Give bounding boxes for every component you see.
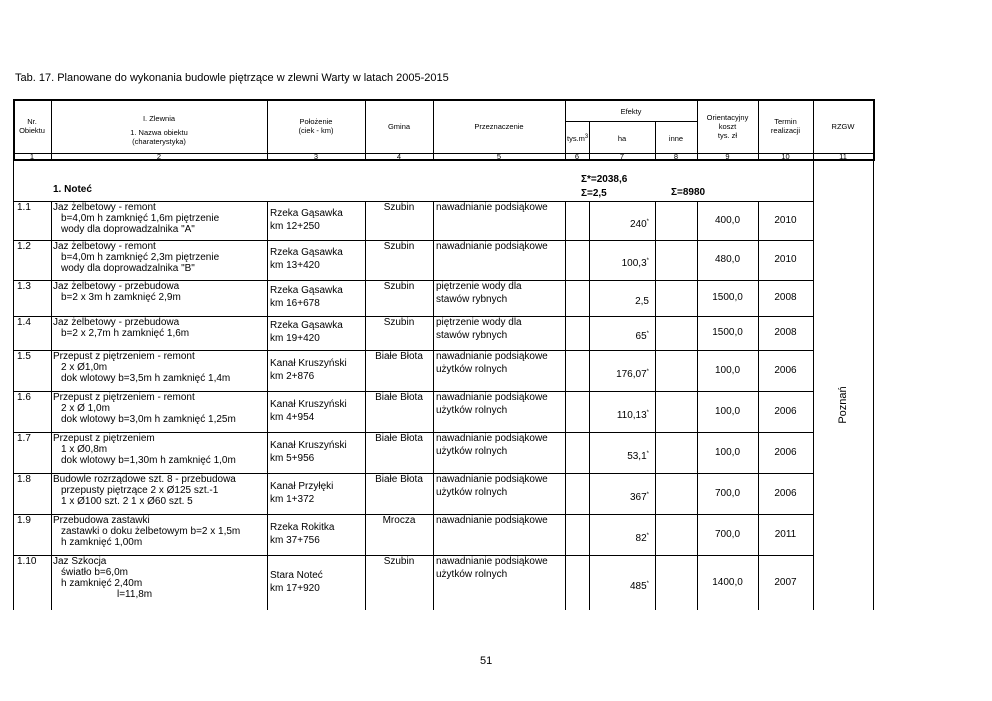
row-term: 2006 — [774, 447, 797, 458]
column-number-6: 6 — [574, 152, 580, 161]
column-number-4: 4 — [396, 152, 402, 161]
row-purpose-line: nawadnianie podsiąkowe — [436, 392, 548, 403]
row-location-line: km 17+920 — [270, 583, 320, 594]
column-number-2: 2 — [156, 152, 162, 161]
row-purpose-line: nawadnianie podsiąkowe — [436, 556, 548, 567]
row-column-rule — [565, 201, 566, 240]
row-ha: 176,07* — [616, 369, 649, 380]
row-location-line: km 4+954 — [270, 412, 315, 423]
row-column-rule — [267, 514, 268, 555]
column-number-9: 9 — [725, 152, 730, 161]
row-description-line: dok wlotowy b=1,30m h zamknięć 1,0m — [61, 455, 236, 466]
row-purpose-line: użytków rolnych — [436, 405, 508, 416]
row-description-line: Przepust z piętrzeniem - remont — [53, 351, 195, 362]
row-nr: 1.10 — [17, 556, 37, 567]
row-column-rule — [51, 240, 52, 280]
row-nr: 1.6 — [17, 392, 31, 403]
row-location-line: Rzeka Rokitka — [270, 522, 335, 533]
row-column-rule — [51, 432, 52, 473]
row-column-rule — [51, 201, 52, 240]
row-column-rule — [433, 280, 434, 316]
row-location-line: Rzeka Gąsawka — [270, 247, 343, 258]
row-cost: 400,0 — [714, 215, 741, 226]
row-nr: 1.3 — [17, 281, 31, 292]
row-location-line: Kanał Kruszyński — [270, 358, 347, 369]
row-purpose-line: użytków rolnych — [436, 364, 508, 375]
header-koszt-1: Orientacyjny — [706, 113, 749, 122]
section-sum-cost: Σ=8980 — [671, 187, 706, 198]
row-location-line: km 37+756 — [270, 535, 320, 546]
row-column-rule — [565, 280, 566, 316]
body-left-rule — [13, 159, 14, 610]
column-number-5: 5 — [496, 152, 502, 161]
header-koszt-2: koszt — [718, 122, 737, 131]
table-caption: Tab. 17. Planowane do wykonania budowle piętrzące w zlewni Warty w latach 2005-2015 — [15, 72, 449, 84]
row-nr: 1.7 — [17, 433, 31, 444]
row-column-rule — [655, 350, 656, 391]
row-column-rule — [565, 432, 566, 473]
row-description-line: Jaz żelbetowy - przebudowa — [53, 317, 180, 328]
row-cost: 1500,0 — [712, 292, 743, 303]
row-column-rule — [51, 280, 52, 316]
row-description-line: 1 x Ø0,8m — [61, 444, 108, 455]
row-cost: 1500,0 — [712, 327, 743, 338]
header-nr: Nr. — [27, 117, 37, 126]
page-number: 51 — [480, 655, 493, 667]
row-term: 2008 — [774, 292, 797, 303]
column-number-11: 11 — [839, 152, 847, 161]
row-column-rule — [267, 350, 268, 391]
row-column-rule — [267, 240, 268, 280]
row-description-line: b=2 x 2,7m h zamknięć 1,6m — [61, 328, 190, 339]
row-location-line: Kanał Kruszyński — [270, 399, 347, 410]
column-number-10: 10 — [781, 152, 790, 161]
row-column-rule — [267, 316, 268, 350]
row-term: 2010 — [774, 215, 797, 226]
row-column-rule — [267, 201, 268, 240]
row-location-line: km 2+876 — [270, 371, 315, 382]
row-column-rule — [655, 514, 656, 555]
row-column-rule — [655, 240, 656, 280]
row-column-rule — [433, 201, 434, 240]
row-column-rule — [565, 240, 566, 280]
row-column-rule — [51, 555, 52, 610]
row-location-line: km 12+250 — [270, 221, 320, 232]
row-column-rule — [655, 432, 656, 473]
row-purpose-line: użytków rolnych — [436, 487, 508, 498]
header-gmina: Gmina — [387, 122, 411, 131]
row-location-line: km 5+956 — [270, 453, 315, 464]
row-nr: 1.8 — [17, 474, 31, 485]
row-description-line: b=4,0m h zamknięć 2,3m piętrzenie — [61, 252, 220, 263]
row-column-rule — [433, 555, 434, 610]
row-column-rule — [565, 316, 566, 350]
row-gmina: Szubin — [383, 202, 415, 213]
row-description-line: Jaz żelbetowy - remont — [53, 241, 156, 252]
row-term: 2006 — [774, 365, 797, 376]
row-location-line: km 1+372 — [270, 494, 315, 505]
row-ha: 82* — [635, 533, 649, 544]
header-rzgw: RZGW — [831, 122, 855, 131]
row-gmina: Mrocza — [382, 515, 416, 526]
row-gmina: Białe Błota — [375, 474, 423, 485]
header-efekty: Efekty — [620, 107, 642, 116]
row-column-rule — [433, 514, 434, 555]
row-column-rule — [565, 555, 566, 610]
row-cost: 1400,0 — [712, 577, 743, 588]
row-term: 2007 — [774, 577, 797, 588]
row-nr: 1.1 — [17, 202, 31, 213]
row-ha: 485* — [629, 581, 649, 592]
row-ha: 2,5 — [635, 296, 649, 307]
row-description-line: b=2 x 3m h zamknięć 2,9m — [61, 292, 181, 303]
header-tys-m3: $tys.m^3$ — [567, 134, 589, 143]
row-purpose-line: użytków rolnych — [436, 569, 508, 580]
row-cost: 100,0 — [714, 447, 741, 458]
row-column-rule — [51, 473, 52, 514]
row-column-rule — [433, 432, 434, 473]
row-column-rule — [267, 555, 268, 610]
row-column-rule — [51, 316, 52, 350]
row-column-rule — [433, 391, 434, 432]
row-description-line: 2 x Ø1,0m — [61, 362, 108, 373]
row-cost: 700,0 — [714, 529, 741, 540]
row-term: 2008 — [774, 327, 797, 338]
header-polozenie: Położenie — [299, 117, 333, 126]
row-gmina: Szubin — [383, 281, 415, 292]
row-description-line: dok wlotowy b=3,5m h zamknięć 1,4m — [61, 373, 231, 384]
row-description-line: przepusty piętrzące 2 x Ø125 szt.-1 — [61, 485, 219, 496]
row-purpose-line: nawadnianie podsiąkowe — [436, 351, 548, 362]
row-gmina: Szubin — [383, 317, 415, 328]
row-description-line: wody dla doprowadzalnika "A" — [61, 224, 195, 235]
header-inne: inne — [668, 134, 684, 143]
header-termin: Termin — [774, 117, 797, 126]
row-description-line: dok wlotowy b=3,0m h zamknięć 1,25m — [61, 414, 236, 425]
row-cost: 700,0 — [714, 488, 741, 499]
row-description-line: światło b=6,0m — [61, 567, 128, 578]
row-column-rule — [655, 473, 656, 514]
row-column-rule — [655, 391, 656, 432]
row-nr: 1.2 — [17, 241, 31, 252]
row-description-line: Jaz Szkocja — [53, 556, 107, 567]
row-purpose-line: nawadnianie podsiąkowe — [436, 202, 548, 213]
row-description-line: wody dla doprowadzalnika "B" — [61, 263, 195, 274]
efekty-subrule — [565, 121, 697, 122]
row-purpose-line: piętrzenie wody dla — [436, 317, 522, 328]
row-description-line: 1 x Ø100 szt. 2 1 x Ø60 szt. 5 — [61, 496, 193, 507]
row-column-rule — [51, 350, 52, 391]
row-term: 2010 — [774, 254, 797, 265]
table-right-rule — [873, 99, 875, 161]
row-location-line: km 13+420 — [270, 260, 320, 271]
row-ha: 110,13* — [616, 410, 649, 421]
row-purpose-line: nawadnianie podsiąkowe — [436, 433, 548, 444]
row-column-rule — [565, 350, 566, 391]
row-purpose-line: nawadnianie podsiąkowe — [436, 474, 548, 485]
row-column-rule — [433, 240, 434, 280]
row-gmina: Białe Błota — [375, 433, 423, 444]
row-gmina: Białe Błota — [375, 392, 423, 403]
row-cost: 480,0 — [714, 254, 741, 265]
row-column-rule — [267, 432, 268, 473]
row-column-rule — [655, 555, 656, 610]
row-description-line: zastawki o doku żelbetowym b=2 x 1,5m — [61, 526, 241, 537]
row-description-line: h zamknięć 1,00m — [61, 537, 143, 548]
row-location-line: Rzeka Gąsawka — [270, 208, 343, 219]
row-gmina: Szubin — [383, 241, 415, 252]
row-description-line: Przebudowa zastawki — [53, 515, 150, 526]
header-nazwa: 1. Nazwa obiektu — [130, 128, 188, 137]
row-nr: 1.9 — [17, 515, 31, 526]
row-column-rule — [267, 280, 268, 316]
row-purpose-line: stawów rybnych — [436, 294, 508, 305]
row-column-rule — [655, 201, 656, 240]
row-term: 2011 — [774, 529, 797, 540]
row-purpose-line: piętrzenie wody dla — [436, 281, 522, 292]
row-location-line: Kanał Przyłęki — [270, 481, 334, 492]
row-column-rule — [655, 280, 656, 316]
row-column-rule — [51, 391, 52, 432]
row-column-rule — [565, 514, 566, 555]
header-zlewnia: I. Zlewnia — [142, 114, 176, 123]
row-ha: 53,1* — [627, 451, 649, 462]
row-gmina: Białe Błota — [375, 351, 423, 362]
row-ha: 65* — [635, 331, 649, 342]
row-cost: 100,0 — [714, 406, 741, 417]
row-ha: 100,3* — [621, 258, 649, 269]
row-column-rule — [655, 316, 656, 350]
row-location-line: km 19+420 — [270, 333, 320, 344]
row-location-line: Stara Noteć — [270, 570, 323, 581]
row-column-rule — [267, 473, 268, 514]
row-purpose-line: stawów rybnych — [436, 330, 508, 341]
row-term: 2006 — [774, 406, 797, 417]
body-right-rule — [873, 159, 874, 610]
rzgw-value: Poznań — [837, 386, 849, 424]
row-description-line: Jaz żelbetowy - przebudowa — [53, 281, 180, 292]
row-purpose-line: nawadnianie podsiąkowe — [436, 515, 548, 526]
header-ciek-km: (ciek - km) — [298, 126, 334, 135]
row-description-line: Jaz żelbetowy - remont — [53, 202, 156, 213]
rzgw-divider — [813, 159, 814, 610]
row-description-line: h zamknięć 2,40m — [61, 578, 143, 589]
header-ha: ha — [617, 134, 627, 143]
row-description-line: b=4,0m h zamknięć 1,6m piętrzenie — [61, 213, 220, 224]
row-description-line: Budowle rozrządowe szt. 8 - przebudowa — [53, 474, 236, 485]
header-top-rule — [13, 99, 873, 101]
row-column-rule — [565, 391, 566, 432]
row-description-line: Przepust z piętrzeniem — [53, 433, 155, 444]
row-nr: 1.5 — [17, 351, 31, 362]
section-sum-ha-star: Σ*=2038,6 — [581, 174, 628, 185]
row-ha: 367* — [629, 492, 649, 503]
row-ha: 240* — [629, 219, 649, 230]
row-nr: 1.4 — [17, 317, 31, 328]
header-koszt-3: tys. zł — [717, 131, 738, 140]
row-description-line: 2 x Ø 1,0m — [61, 403, 110, 414]
row-description-line: l=11,8m — [117, 589, 153, 600]
header-obiektu: Obiektu — [19, 126, 45, 135]
row-location-line: Rzeka Gąsawka — [270, 320, 343, 331]
row-term: 2006 — [774, 488, 797, 499]
header-charakterystyka: (charaterystyka) — [132, 137, 186, 146]
row-column-rule — [51, 514, 52, 555]
row-cost: 100,0 — [714, 365, 741, 376]
section-sum-ha: Σ=2,5 — [581, 188, 607, 199]
column-number-7: 7 — [619, 152, 625, 161]
row-description-line: Przepust z piętrzeniem - remont — [53, 392, 195, 403]
row-location-line: km 16+678 — [270, 298, 320, 309]
header-realizacji: realizacji — [770, 126, 801, 135]
row-column-rule — [433, 350, 434, 391]
row-purpose-line: użytków rolnych — [436, 446, 508, 457]
column-number-3: 3 — [313, 152, 319, 161]
row-column-rule — [433, 316, 434, 350]
row-location-line: Kanał Kruszyński — [270, 440, 347, 451]
row-column-rule — [433, 473, 434, 514]
row-column-rule — [267, 391, 268, 432]
row-purpose-line: nawadnianie podsiąkowe — [436, 241, 548, 252]
row-column-rule — [565, 473, 566, 514]
column-number-8: 8 — [673, 152, 679, 161]
row-gmina: Szubin — [383, 556, 415, 567]
section-title: 1. Noteć — [53, 184, 92, 195]
column-number-1: 1 — [29, 152, 35, 161]
row-location-line: Rzeka Gąsawka — [270, 285, 343, 296]
header-przeznaczenie: Przeznaczenie — [474, 122, 524, 131]
